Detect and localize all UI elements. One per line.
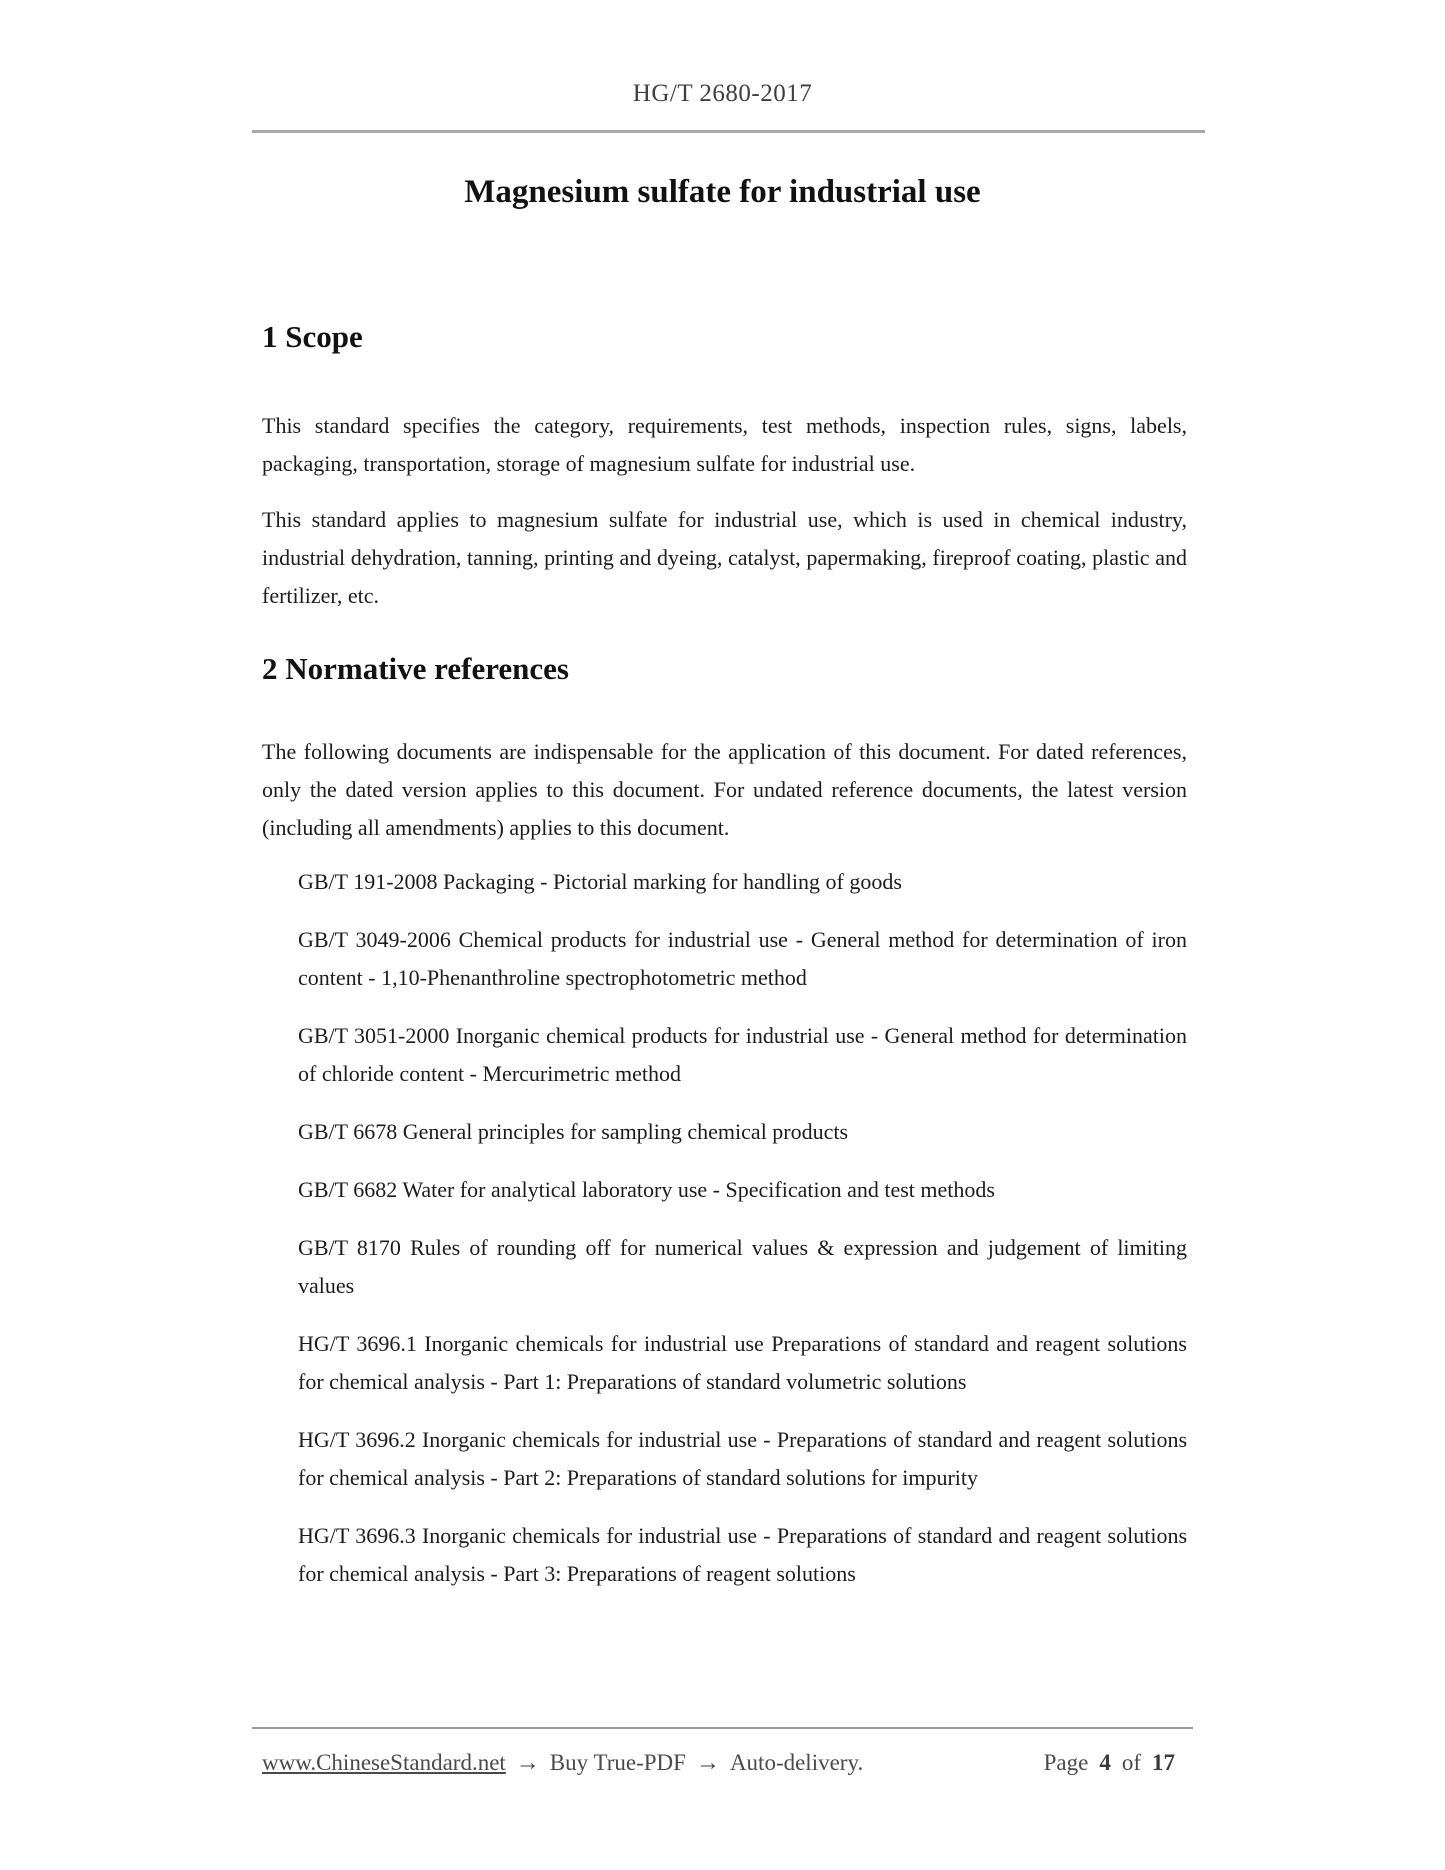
reference-item: GB/T 8170 Rules of rounding off for numerical values & expression and judgement of limiting values — [298, 1235, 1187, 1298]
doc-number: HG/T 2680-2017 — [632, 80, 813, 107]
scope-paragraph-1: This standard specifies the category, requirements, test methods, inspection rules, signs, labels, packaging, transportation, storage of magnesium sulfate for industrial use. — [262, 413, 1187, 476]
page-word: Page — [1043, 1750, 1089, 1775]
references-list — [298, 863, 1187, 1593]
reference-item: GB/T 6678 General principles for sampling chemical products — [298, 1119, 849, 1144]
section-heading-scope: 1 Scope — [262, 319, 363, 354]
reference-item: HG/T 3696.3 Inorganic chemicals for industrial use - Preparations of standard and reagent solutions for chemical analysis - Part 3: Preparations of reagent solutions — [298, 1523, 1187, 1586]
page-indicator — [1044, 1748, 1175, 1778]
footer-info — [262, 1748, 863, 1778]
total-pages: 17 — [1152, 1750, 1175, 1775]
document-body — [262, 0, 1187, 1593]
reference-item: GB/T 191-2008 Packaging - Pictorial marking for handling of goods — [298, 869, 902, 894]
arrow-right-icon: → — [515, 1750, 540, 1776]
scope-paragraph-2: This standard applies to magnesium sulfate for industrial use, which is used in chemical industry, industrial dehydration, tanning, printing and dyeing, catalyst, papermaking, fireproof coating, plastic and fertilizer, etc. — [262, 507, 1187, 608]
reference-item: HG/T 3696.2 Inorganic chemicals for industrial use - Preparations of standard and reagent solutions for chemical analysis - Part 2: Preparations of standard solutions for impurity — [298, 1427, 1187, 1490]
arrow-right-icon: → — [695, 1750, 720, 1776]
reference-item: GB/T 3049-2006 Chemical products for industrial use - General method for determination of iron content - 1,10-Phenanthroline spectrophotometric method — [298, 927, 1187, 990]
of-word: of — [1121, 1750, 1141, 1775]
reference-item: GB/T 6682 Water for analytical laboratory use - Specification and test methods — [298, 1177, 995, 1202]
site-link[interactable]: www.ChineseStandard.net — [262, 1750, 506, 1775]
normative-intro-paragraph: The following documents are indispensable for the application of this document. For dated references, only the dated version applies to this document. For undated reference documents, the latest version (including all amendments) applies to this document. — [262, 739, 1187, 840]
reference-item: HG/T 3696.1 Inorganic chemicals for industrial use Preparations of standard and reagent solutions for chemical analysis - Part 1: Preparations of standard volumetric solutions — [298, 1331, 1187, 1394]
footer-divider — [252, 1727, 1193, 1729]
buy-text: Buy True-PDF — [549, 1750, 686, 1775]
page-number: 4 — [1099, 1750, 1111, 1775]
page-footer — [262, 1748, 1187, 1778]
delivery-text: Auto-delivery. — [729, 1750, 864, 1775]
reference-item: GB/T 3051-2000 Inorganic chemical products for industrial use - General method for determination of chloride content - Mercurimetric method — [298, 1023, 1187, 1086]
section-heading-normative-references: 2 Normative references — [262, 651, 569, 686]
document-title: Magnesium sulfate for industrial use — [464, 174, 981, 210]
